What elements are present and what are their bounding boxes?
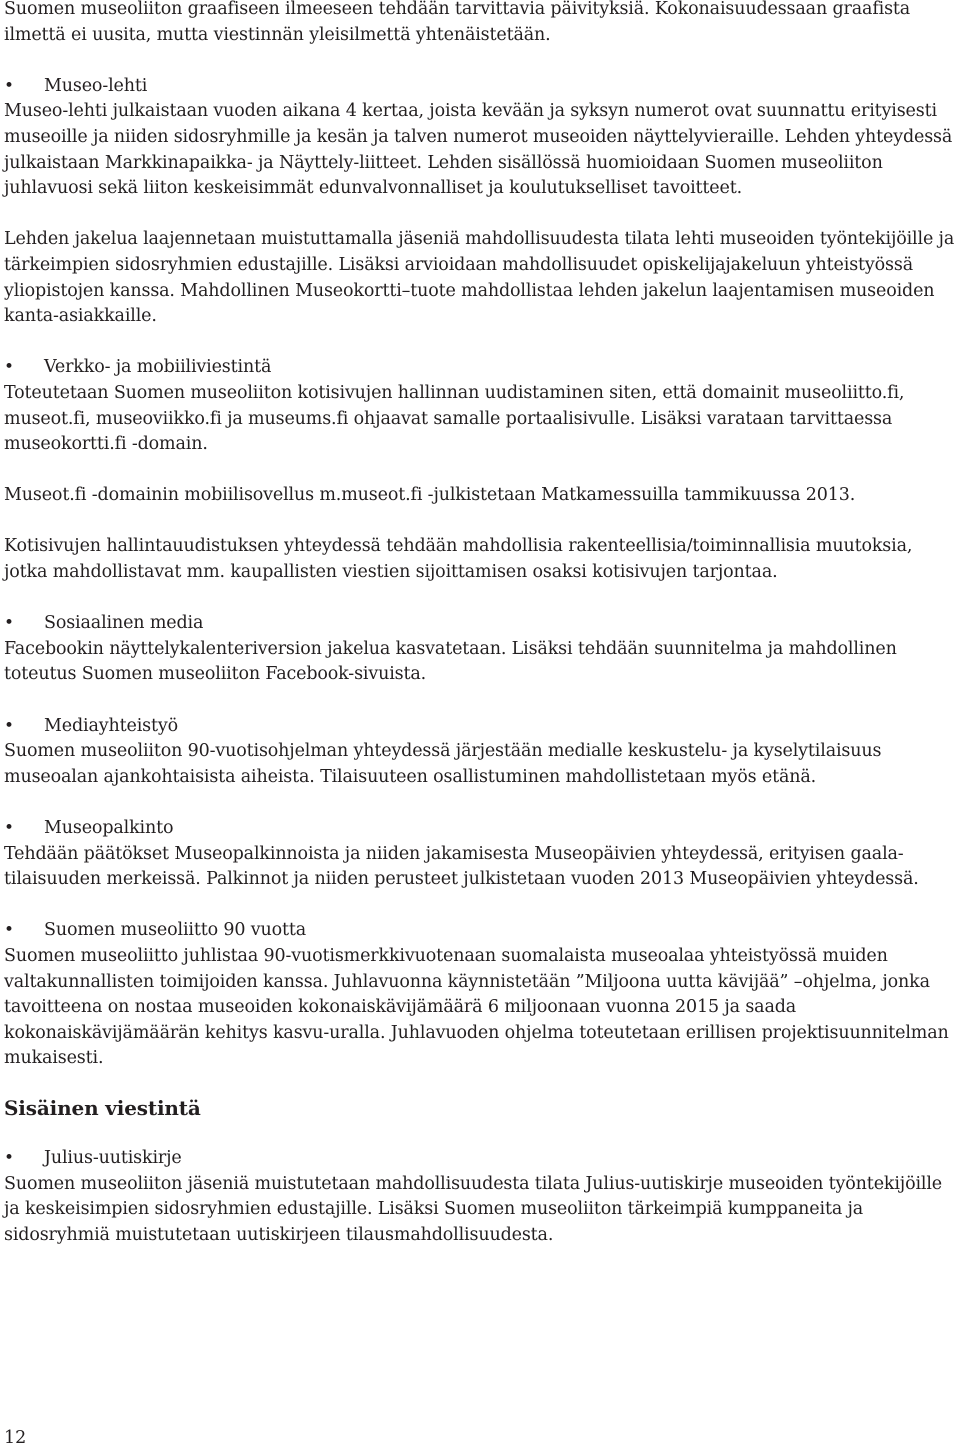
- ml90-paragraph-1: Suomen museoliitto juhlistaa 90-vuotismerkkivuotenaan suomalaista museoalaa yhteistyössä muiden valtakunnallisten toimijoiden kanssa. Juhlavuonna käynnistetään ”Miljoona uutta kävijää” –ohjelma, jonka tavoitteena on nostaa museoiden kokonaiskävijämäärä 6 miljoonaan vuonna 2015 ja saada kokonaiskävijämäärän kehitys kasvu-uralla. Juhlavuoden ohjelma toteutetaan erillisen projektisuunnitelman mukaisesti.: [4, 945, 949, 1069]
- bullet-title-media: Mediayhteistyö: [44, 715, 178, 736]
- bullet-icon: •: [4, 613, 14, 634]
- media-paragraph-1: Suomen museoliiton 90-vuotisohjelman yhteydessä järjestään medialle keskustelu- ja kyselytilaisuus museoalan ajankohtaisista aiheista. Tilaisuuteen osallistuminen mahdollistetaan myös etänä.: [4, 741, 882, 787]
- bullet-icon: •: [4, 818, 14, 838]
- bullet-title-julius: Julius-uutiskirje: [44, 1147, 182, 1168]
- julius-paragraph-1: Suomen museoliiton jäseniä muistutetaan mahdollisuudesta tilata Julius-uutiskirje museoiden työntekijöille ja keskeisimpien sidosryhmien edustajille. Lisäksi Suomen museoliiton tärkeimpiä kumppaneita ja sidosryhmiä muistutetaan uutiskirjeen tilausmahdollisuudesta.: [4, 1173, 943, 1245]
- bullet-icon: •: [4, 715, 14, 736]
- bullet-media: [4, 714, 956, 740]
- verkko-paragraph-3: Kotisivujen hallintauudistuksen yhteydessä tehdään mahdollisia rakenteellisia/toiminnallisia muutoksia, jotka mahdollistavat mm. kaupallisten viestien sijoittamisen osaksi kotisivujen tarjontaa.: [4, 536, 913, 583]
- bullet-title-museolehti: Museo-lehti: [44, 75, 148, 96]
- intro-paragraph: Suomen museoliiton graafiseen ilmeeseen tehdään tarvittavia päivityksiä. Kokonaisuudessaan graafista ilmettä ei uusita, mutta viestinnän yleisilmettä yhtenäistetään.: [4, 0, 911, 45]
- bullet-julius: [4, 1146, 956, 1172]
- some-paragraph-1: Facebookin näyttelykalenteriversion jakelua kasvatetaan. Lisäksi tehdään suunnitelma ja mahdollinen toteutus Suomen museoliiton Facebook-sivuista.: [4, 638, 897, 685]
- bullet-icon: •: [4, 75, 14, 96]
- bullet-title-some: Sosiaalinen media: [44, 613, 204, 634]
- page-number: 12: [4, 1428, 27, 1448]
- bullet-title-ml90: Suomen museoliitto 90 vuotta: [44, 920, 307, 941]
- bullet-ml90: [4, 918, 956, 944]
- bullet-museolehti: [4, 74, 956, 100]
- section-heading-sisainen: Sisäinen viestintä: [4, 1095, 201, 1120]
- palkinto-paragraph-1: Tehdään päätökset Museopalkinnoista ja niiden jakamisesta Museopäivien yhteydessä, erityisen gaala-tilaisuuden merkeissä. Palkinnot ja niiden perusteet julkistetaan vuoden 2013 Museopäivien yhteydessä.: [4, 843, 919, 890]
- bullet-title-verkko: Verkko- ja mobiiliviestintä: [44, 357, 272, 378]
- museolehti-paragraph-1: Museo-lehti julkaistaan vuoden aikana 4 kertaa, joista kevään ja syksyn numerot ovat suunnattu erityisesti museoille ja niiden sidosryhmille ja kesän ja talven numerot museoiden näyttelyvieraille. Lehden yhteydessä julkaistaan Markkinapaikka- ja Näyttely-liitteet. Lehden sisällössä huomioidaan Suomen museoliiton juhlavuosi sekä liiton keskeisimmät edunvalvonnalliset ja koulutukselliset tavoitteet.: [4, 101, 953, 199]
- bullet-title-palkinto: Museopalkinto: [44, 818, 174, 838]
- bullet-icon: •: [4, 920, 14, 941]
- verkko-paragraph-2: Museot.fi -domainin mobiilisovellus m.museot.fi -julkistetaan Matkamessuilla tammikuussa 2013.: [4, 485, 856, 506]
- bullet-icon: •: [4, 1147, 14, 1168]
- verkko-paragraph-1: Toteutetaan Suomen museoliiton kotisivujen hallinnan uudistaminen siten, että domainit museoliitto.fi, museot.fi, museoviikko.fi ja museums.fi ohjaavat samalle portaalisivulle. Lisäksi varataan tarvittaessa museokortti.fi -domain.: [4, 382, 905, 455]
- bullet-verkko: [4, 355, 956, 381]
- bullet-icon: •: [4, 357, 14, 378]
- museolehti-paragraph-2: Lehden jakelua laajennetaan muistuttamalla jäseniä mahdollisuudesta tilata lehti museoiden työntekijöille ja tärkeimpien sidosryhmien edustajille. Lisäksi arvioidaan mahdollisuudet opiskelijajakeluun yhteistyössä yliopistojen kanssa. Mahdollinen Museokortti–tuote mahdollistaa lehden jakelun laajentamisen museoiden kanta-asiakkaille.: [4, 229, 955, 327]
- bullet-palkinto: [4, 816, 956, 842]
- bullet-some: [4, 611, 956, 637]
